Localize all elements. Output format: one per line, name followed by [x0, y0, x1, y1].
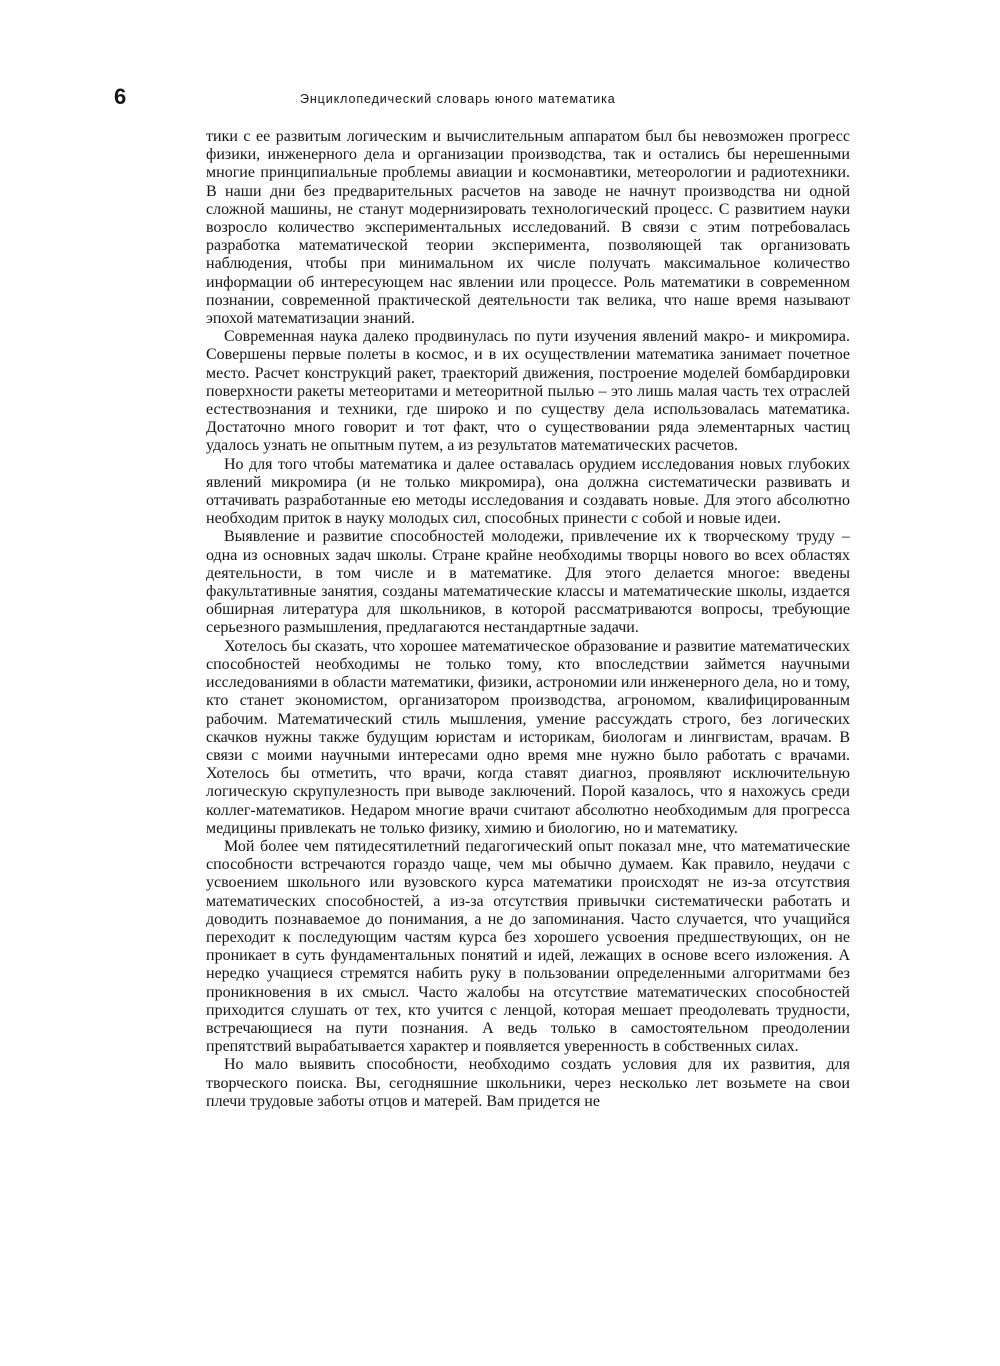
paragraph: Хотелось бы сказать, что хорошее математическое образование и развитие математических способностей необходимы не только тому, кто впоследствии займется научными исследованиями в области математики, физики, астрономии или инженерного дела, но и тому, кто станет экономистом, организатором производства, агрономом, квалифицированным рабочим. Математический стиль мышления, умение рассуждать строго, без логических скачков нужны также будущим юристам и историкам, биологам и лингвистам, врачам. В связи с моими научными интересами одно время мне нужно было работать с врачами. Хотелось бы отметить, что врачи, когда ставят диагноз, проявляют исключительную логическую скрупулезность при выводе заключений. Порой казалось, что я нахожусь среди коллег-математиков. Недаром многие врачи считают абсолютно необходимым для прогресса медицины привлекать не только физику, химию и биологию, но и математику. [206, 637, 850, 837]
paragraph: Но для того чтобы математика и далее оставалась орудием исследования новых глубоких явлений микромира (и не только микромира), она должна систематически развивать и оттачивать разработанные ею методы исследования и создавать новые. Для этого абсолютно необходим приток в науку молодых сил, способных принести с собой и новые идеи. [206, 455, 850, 528]
paragraph: Современная наука далеко продвинулась по пути изучения явлений макро- и микромира. Совершены первые полеты в космос, и в их осуществлении математика занимает почетное место. Расчет конструкций ракет, траекторий движения, построение моделей бомбардировки поверхности ракеты метеоритами и метеоритной пылью – это лишь малая часть тех отраслей естествознания и техники, где широко и по существу дела использовалась математика. Достаточно много говорит и тот факт, что о существовании ряда элементарных частиц удалось узнать не опытным путем, а из результатов математических расчетов. [206, 328, 850, 455]
paragraph: Выявление и развитие способностей молодежи, привлечение их к творческому труду – одна из основных задач школы. Стране крайне необходимы творцы нового во всех областях деятельности, в том числе и в математике. Для этого делается многое: введены факультативные занятия, созданы математические классы и математические школы, издается обширная литература для школьников, в которой рассматриваются вопросы, требующие серьезного размышления, предлагаются нестандартные задачи. [206, 528, 850, 637]
body-text [206, 128, 850, 1111]
running-title: Энциклопедический словарь юного математика [300, 92, 616, 106]
page-number: 6 [114, 84, 127, 109]
paragraph: Но мало выявить способности, необходимо создать условия для их развития, для творческого поиска. Вы, сегодняшние школьники, через несколько лет возьмете на свои плечи трудовые заботы отцов и матерей. Вам придется не [206, 1056, 850, 1110]
paragraph: тики с ее развитым логическим и вычислительным аппаратом был бы невозможен прогресс физики, инженерного дела и организации производства, так и остались бы нерешенными многие принципиальные проблемы авиации и космонавтики, метеорологии и радиотехники. В наши дни без предварительных расчетов на заводе не начнут производства ни одной сложной машины, не станут модернизировать технологический процесс. С развитием науки возросло количество экспериментальных исследований. В связи с этим потребовалась разработка математической теории эксперимента, позволяющей так организовать наблюдения, чтобы при минимальном их числе получать максимальное количество информации об интересующем нас явлении или процессе. Роль математики в современном познании, современной практической деятельности так велика, что наше время называют эпохой математизации знаний. [206, 128, 850, 328]
paragraph: Мой более чем пятидесятилетний педагогический опыт показал мне, что математические способности встречаются гораздо чаще, чем мы обычно думаем. Как правило, неудачи с усвоением школьного или вузовского курса математики происходят не из-за отсутствия математических способностей, а из-за отсутствия привычки систематически работать и доводить познаваемое до понимания, а не до запоминания. Часто случается, что учащийся переходит к последующим частям курса без хорошего усвоения предшествующих, он не проникает в суть фундаментальных понятий и идей, лежащих в основе всего изложения. А нередко учащиеся стремятся набить руку в пользовании определенными алгоритмами без проникновения в их смысл. Часто жалобы на отсутствие математических способностей приходится слушать от тех, кто учится с ленцой, которая мешает преодолевать трудности, встречающиеся на пути познания. А ведь только в самостоятельном преодолении препятствий вырабатывается характер и появляется уверенность в собственных силах. [206, 837, 850, 1056]
